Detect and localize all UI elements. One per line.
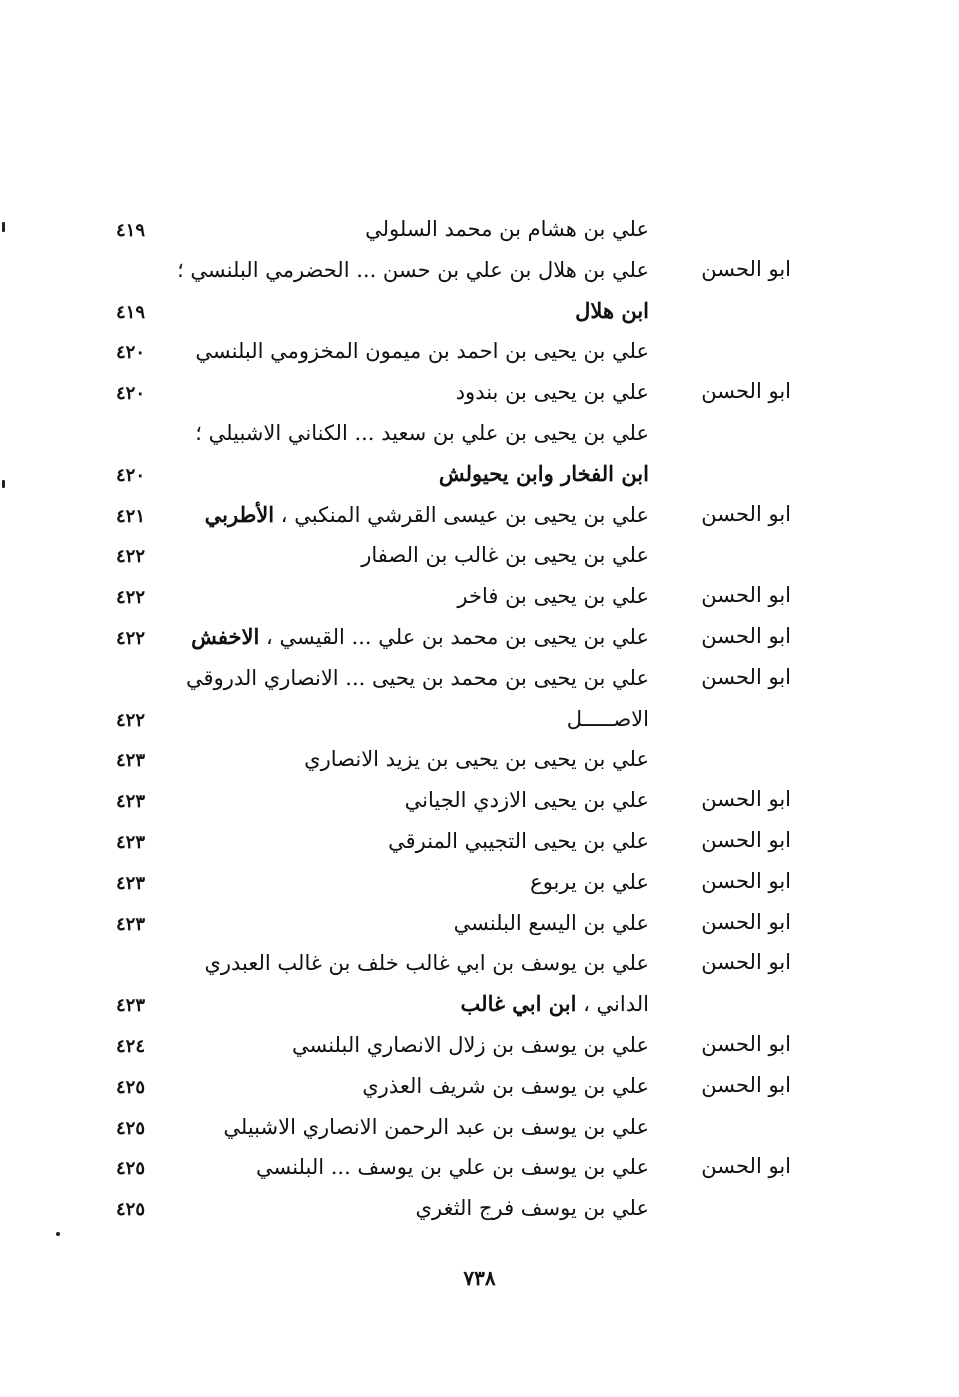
entry-kunya: ابو الحسن [701,623,791,648]
entry-name-text: علي بن يحيى التجيبي المنرقي [388,828,649,853]
entry-page-number: ٤٢٥ [116,1076,146,1098]
entry-name [195,338,649,363]
entry-name [567,706,649,731]
entry-page-number: ٤٢٣ [116,872,146,894]
index-entry [0,865,959,906]
index-entry [0,620,959,661]
index-entry [0,1110,959,1151]
entry-name [186,665,649,690]
entry-kunya: ابو الحسن [701,379,791,404]
entry-name-text: الداني ، [576,992,649,1017]
index-entry [0,702,959,743]
entry-name-text: علي بن هلال بن علي بن حسن ... الحضرمي البلنسي ؛ [177,257,649,282]
entry-name-text: علي بن يحيى بن احمد بن ميمون المخزومي البلنسي [195,339,649,364]
entry-name [461,991,649,1016]
entry-kunya: ابو الحسن [701,1072,791,1097]
index-entry [0,579,959,620]
entry-page-number: ٤٢٤ [116,1035,146,1057]
index-entry [0,987,959,1028]
index-entry [0,498,959,539]
entry-name-text: علي بن يحيى بن غالب بن الصفار [361,543,649,568]
entry-name [365,216,649,241]
entry-name [205,502,649,527]
entry-name-bold: الأطربي [204,501,275,527]
entry-page-number: ٤٢٢ [116,587,146,609]
entry-kunya: ابو الحسن [701,501,791,526]
entry-name-bold: ابن الفخار وابن يحيولش [438,460,649,486]
entry-name-text: علي بن يحيى الازدي الجياني [404,788,649,813]
entry-name [292,1032,649,1057]
entry-kunya: ابو الحسن [701,827,791,852]
entry-name-text: علي بن يحيى بن علي بن سعيد ... الكناني الاشبيلي ؛ [195,420,649,445]
entry-name [195,420,649,445]
entry-name-text: علي بن يحيى بن بندود [455,380,649,405]
entry-name-text: علي بن يوسف بن علي بن يوسف ... البلنسي [255,1155,649,1180]
index-entry [0,253,959,294]
entry-name-text: علي بن هشام بن محمد السلولي [365,217,649,241]
entry-kunya: ابو الحسن [701,950,791,975]
index-entry [0,1150,959,1191]
index-list [0,212,959,1232]
page-number: ٧٣٨ [463,1266,496,1290]
entry-name [457,583,649,608]
entry-name [304,746,649,771]
index-entry [0,416,959,457]
entry-name [177,257,649,282]
entry-name [223,1114,649,1139]
entry-name-text: علي بن يوسف فرج الثغري [415,1196,649,1221]
entry-page-number: ٤٢٢ [116,709,146,731]
entry-page-number: ٤٢٠ [116,383,146,405]
entry-kunya: ابو الحسن [701,909,791,934]
entry-page-number: ٤٢٠ [116,342,146,364]
index-entry [0,334,959,375]
entry-name [388,828,649,853]
entry-page-number: ٤٢١ [116,505,146,527]
entry-page-number: ٤٢٢ [116,627,146,649]
entry-kunya: ابو الحسن [701,583,791,608]
entry-page-number: ٤٢٣ [116,791,146,813]
entry-name-text: علي بن يحيى بن يحيى بن يزيد الانصاري [304,747,649,772]
entry-name-text: الاصـــــل [566,706,649,731]
entry-name-text: علي بن يربوع [530,869,649,894]
entry-kunya: ابو الحسن [701,256,791,281]
index-entry [0,824,959,865]
index-entry [0,375,959,416]
entry-page-number: ٤٢٣ [116,831,146,853]
entry-name [361,542,649,567]
entry-kunya: ابو الحسن [701,1154,791,1179]
scan-speck [2,480,5,488]
entry-name [362,1073,649,1098]
entry-name [575,298,649,323]
entry-page-number: ٤٢٥ [116,1158,146,1180]
entry-name-bold: الاخفش [191,623,260,649]
index-entry [0,906,959,947]
entry-page-number: ٤٢٣ [116,750,146,772]
entry-name-bold: ابن ابي غالب [460,991,577,1017]
index-entry [0,457,959,498]
entry-name [454,910,649,935]
entry-name [405,787,649,812]
index-entry [0,783,959,824]
entry-name-text: علي بن يوسف بن عبد الرحمن الانصاري الاشبيلي [223,1114,649,1139]
entry-name [530,869,649,894]
entry-name-bold: ابن هلال [575,297,649,323]
entry-kunya: ابو الحسن [701,787,791,812]
scan-speck [2,222,5,232]
entry-page-number: ٤٢٠ [116,464,146,486]
index-entry [0,661,959,702]
entry-name [456,379,649,404]
entry-page-number: ٤٢٥ [116,1117,146,1139]
entry-page-number: ٤٢٢ [116,546,146,568]
index-entry [0,1191,959,1232]
index-entry [0,212,959,253]
entry-name-text: علي بن يوسف بن شريف العذري [362,1073,649,1098]
entry-page-number: ٤٢٥ [116,1199,146,1221]
entry-name [204,950,649,975]
entry-page-number: ٤٢٣ [116,995,146,1017]
entry-page-number: ٤١٩ [116,220,146,241]
entry-name-text: علي بن يحيى بن محمد بن يحيى ... الانصاري الدروقي [186,665,649,690]
index-entry [0,742,959,783]
entry-name-text: علي بن يحيى بن فاخر [457,584,649,609]
entry-page-number: ٤٢٣ [116,913,146,935]
entry-kunya: ابو الحسن [701,1031,791,1056]
entry-kunya: ابو الحسن [701,868,791,893]
entry-kunya: ابو الحسن [701,664,791,689]
index-entry [0,294,959,335]
entry-name [191,624,649,649]
entry-name [439,461,649,486]
entry-name-text: علي بن يحيى بن عيسى القرشي المنكبي ، [274,502,649,527]
entry-name [256,1154,649,1179]
entry-name-text: علي بن اليسع البلنسي [453,910,649,935]
index-entry [0,1028,959,1069]
entry-name-text: علي بن يوسف بن ابي غالب خلف بن غالب العبدري [204,951,649,976]
index-entry [0,538,959,579]
scan-speck [56,1232,60,1236]
index-entry [0,1069,959,1110]
entry-page-number: ٤١٩ [116,301,146,323]
index-entry [0,946,959,987]
entry-name-text: علي بن يحيى بن محمد بن علي ... القيسي ، [259,624,649,649]
entry-name [416,1195,649,1220]
entry-name-text: علي بن يوسف بن زلال الانصاري البلنسي [291,1032,649,1057]
